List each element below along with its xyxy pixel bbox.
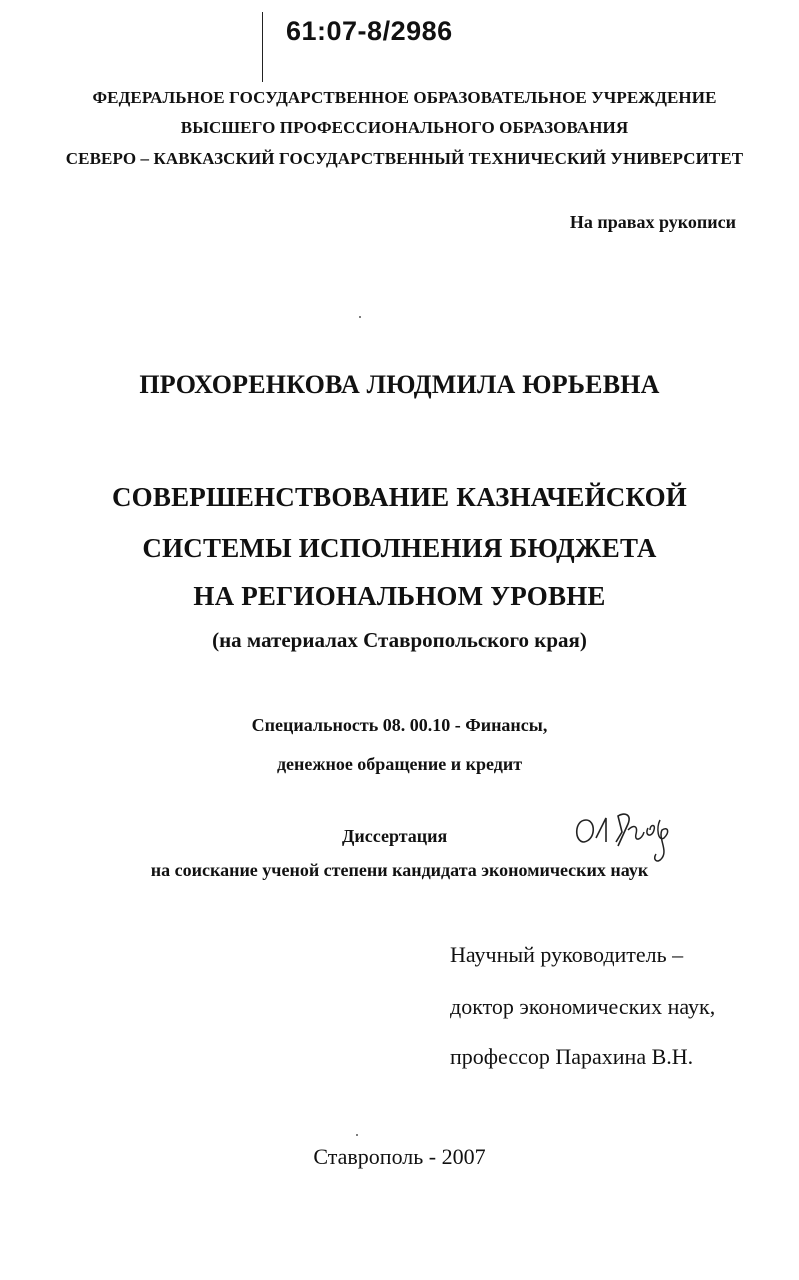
signature-text: 01.11.08 bbox=[572, 802, 576, 803]
margin-rule bbox=[262, 12, 263, 82]
degree-line: на соискание ученой степени кандидата экономических наук bbox=[150, 860, 649, 880]
title-subtitle: (на материалах Ставропольского края) bbox=[212, 628, 587, 652]
author-name: ПРОХОРЕНКОВА ЛЮДМИЛА ЮРЬЕВНА bbox=[139, 370, 660, 399]
specialty-line-2: денежное обращение и кредит bbox=[276, 754, 523, 774]
institution-line-1: ФЕДЕРАЛЬНОЕ ГОСУДАРСТВЕННОЕ ОБРАЗОВАТЕЛЬНОЕ УЧРЕЖДЕНИЕ bbox=[92, 88, 717, 107]
manuscript-note: На правах рукописи bbox=[569, 212, 736, 232]
title-line-3: НА РЕГИОНАЛЬНОМ УРОВНЕ bbox=[193, 581, 606, 611]
title-line-1: СОВЕРШЕНСТВОВАНИЕ КАЗНАЧЕЙСКОЙ bbox=[111, 482, 688, 512]
dissertation-label: Диссертация bbox=[342, 826, 448, 846]
specialty-line-1: Специальность 08. 00.10 - Финансы, bbox=[251, 715, 548, 735]
adviser-line-3: профессор Парахина В.Н. bbox=[450, 1044, 694, 1069]
place-year: Ставрополь - 2007 bbox=[313, 1144, 486, 1169]
adviser-line-1: Научный руководитель – bbox=[450, 942, 684, 967]
institution-line-3: СЕВЕРО – КАВКАЗСКИЙ ГОСУДАРСТВЕННЫЙ ТЕХНИЧЕСКИЙ УНИВЕРСИТЕТ bbox=[65, 149, 744, 168]
adviser-line-2: доктор экономических наук, bbox=[450, 994, 716, 1019]
institution-line-2: ВЫСШЕГО ПРОФЕССИОНАЛЬНОГО ОБРАЗОВАНИЯ bbox=[180, 118, 629, 137]
speck bbox=[359, 316, 361, 318]
speck bbox=[356, 1134, 358, 1136]
title-line-2: СИСТЕМЫ ИСПОЛНЕНИЯ БЮДЖЕТА bbox=[142, 533, 657, 563]
archive-code: 61:07-8/2986 bbox=[286, 16, 453, 46]
